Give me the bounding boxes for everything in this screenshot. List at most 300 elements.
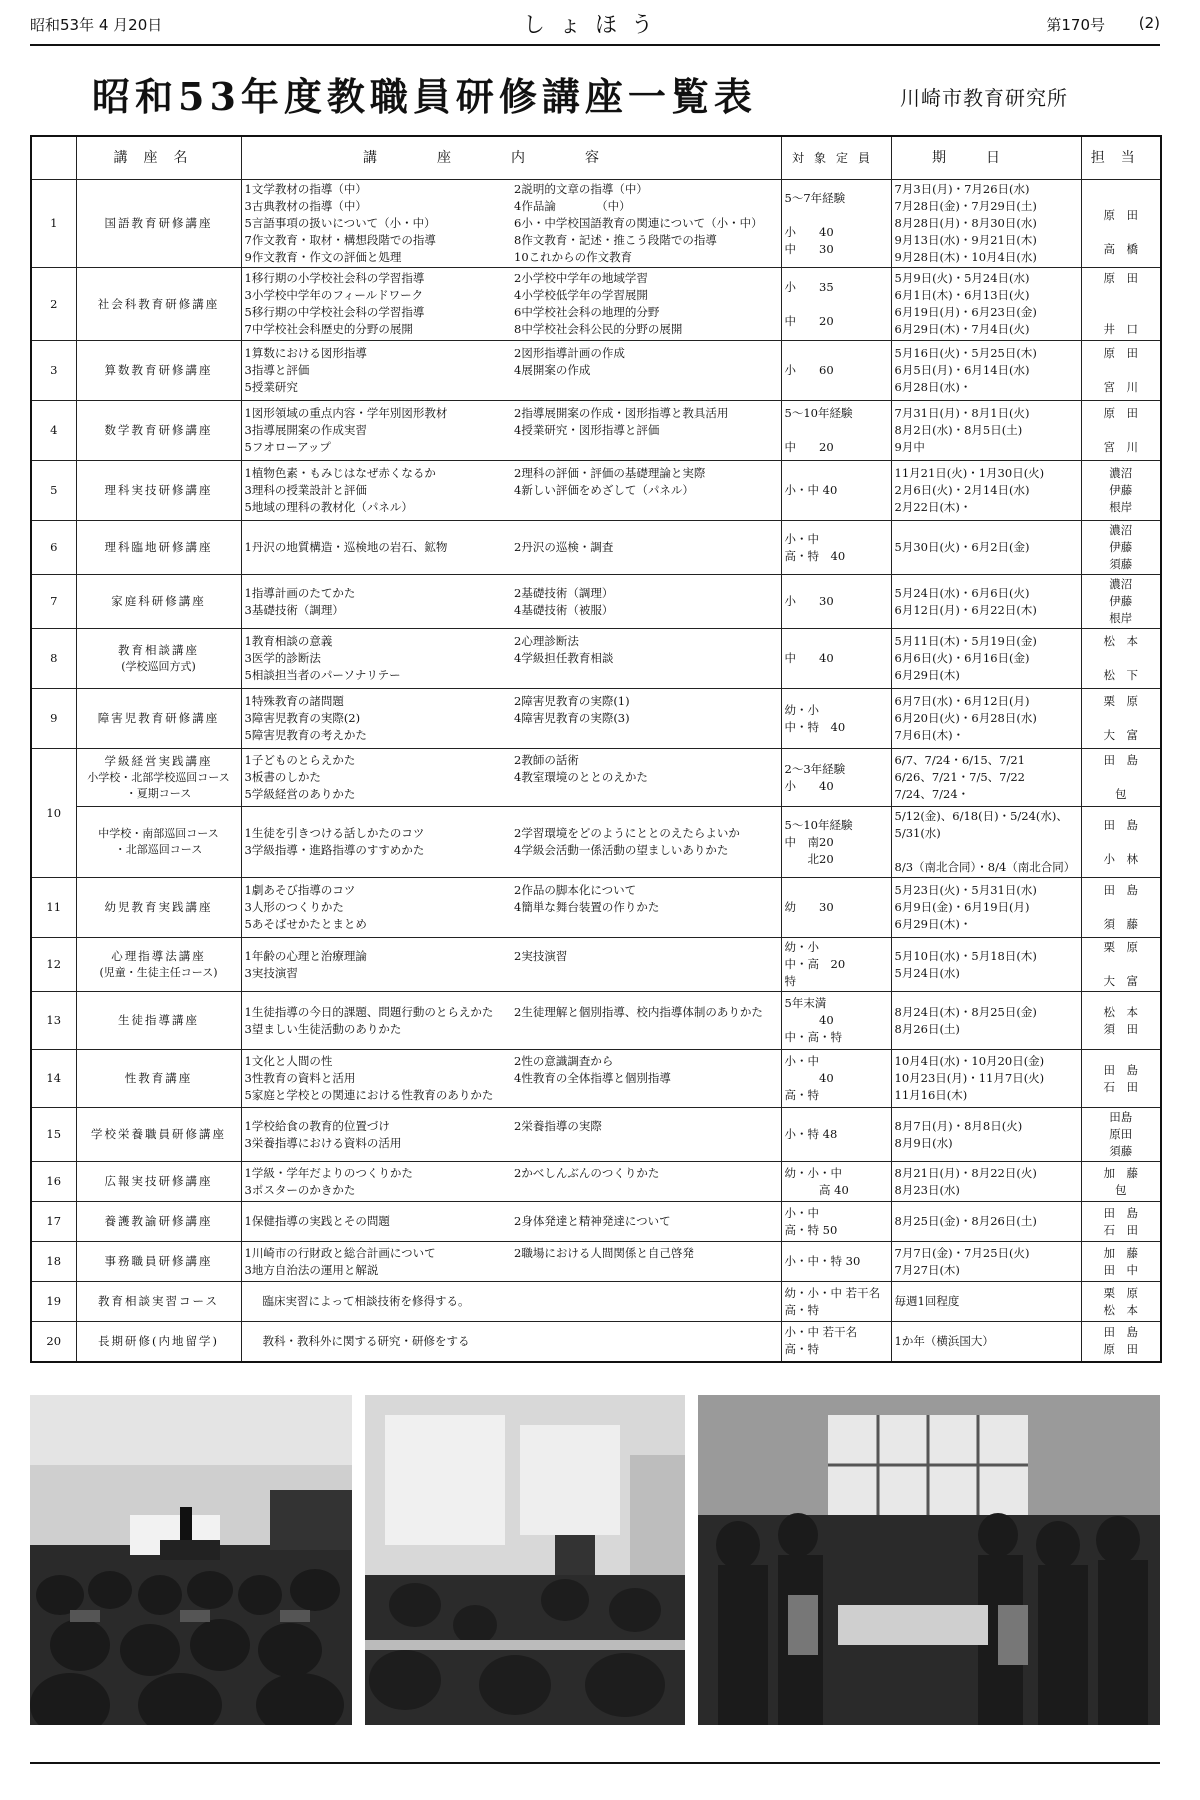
course-name-text: 障害児教育研修講座 bbox=[97, 711, 220, 725]
course-staff: 松 本 松 下 bbox=[1081, 629, 1161, 689]
course-target: 幼・小・中 若干名 高・特 bbox=[781, 1282, 891, 1322]
content-item: 3地方自治法の運用と解説 bbox=[244, 1262, 379, 1277]
course-target: 5～10年経験 中 20 bbox=[781, 401, 891, 461]
course-dates: 5月10日(水)・5月18日(木) 5月24日(水) bbox=[891, 938, 1081, 992]
course-dates: 5/12(金)、6/18(日)・5/24(水)、5/31(水) 8/3（南北合同）・8/4（南北合同） bbox=[891, 807, 1081, 878]
content-item: 2指導展開案の作成・図形指導と教具活用 bbox=[514, 406, 729, 420]
content-item: 1学級・学年だよりのつくりかた bbox=[244, 1165, 413, 1180]
content-item: 3指導と評価 bbox=[244, 363, 310, 377]
content-item: 4教室環境のととのえかた bbox=[514, 770, 648, 784]
course-dates: 8月24日(木)・8月25日(金) 8月26日(土) bbox=[891, 992, 1081, 1050]
content-list bbox=[245, 752, 778, 803]
content-item: 2職場における人間関係と自己啓発 bbox=[514, 1245, 694, 1260]
course-staff: 田 島 須 藤 bbox=[1081, 878, 1161, 938]
content-item: 2図形指導計画の作成 bbox=[514, 346, 625, 360]
lecture-photo-2-image bbox=[365, 1395, 685, 1725]
header-paper-name: しょほう bbox=[522, 13, 667, 38]
header-rule bbox=[30, 44, 1160, 46]
course-target: 2～3年経験 小 40 bbox=[781, 749, 891, 807]
header-page: (2) bbox=[1138, 14, 1160, 32]
lecture-photo-1 bbox=[30, 1395, 352, 1725]
course-staff: 田 島 石 田 bbox=[1081, 1050, 1161, 1108]
table-row bbox=[31, 1282, 1161, 1322]
content-item: 5言語事項の扱いについて（小・中） bbox=[244, 216, 436, 230]
course-name bbox=[76, 878, 241, 938]
course-content bbox=[241, 629, 781, 689]
content-item: 3理科の授業設計と評価 bbox=[244, 483, 367, 497]
content-item: 4小学校低学年の学習展開 bbox=[514, 288, 648, 302]
course-content bbox=[241, 992, 781, 1050]
course-subtitle: 中学校・南部巡回コース ・北部巡回コース bbox=[98, 827, 219, 856]
course-number: 11 bbox=[31, 878, 76, 938]
course-number: 4 bbox=[31, 401, 76, 461]
col-no-header bbox=[31, 136, 76, 180]
header-issue: 第170号 bbox=[1046, 16, 1105, 34]
course-number: 12 bbox=[31, 938, 76, 992]
col-name-header: 講座名 bbox=[76, 136, 241, 180]
content-item bbox=[514, 1262, 778, 1279]
table-row bbox=[31, 689, 1161, 749]
content-item: 2心理診断法 bbox=[514, 634, 579, 648]
course-name bbox=[76, 1242, 241, 1282]
course-name-text: 事務職員研修講座 bbox=[104, 1254, 213, 1268]
content-list bbox=[245, 1213, 778, 1230]
course-target: 5～10年経験 中 南20 北20 bbox=[781, 807, 891, 878]
course-staff: 濃沼 伊藤 須藤 bbox=[1081, 521, 1161, 575]
content-item: 1植物色素・もみじはなぜ赤くなるか bbox=[244, 466, 436, 480]
course-name bbox=[76, 1322, 241, 1362]
course-name bbox=[76, 1108, 241, 1162]
lecture-photo-1-image bbox=[30, 1395, 352, 1725]
course-content bbox=[241, 575, 781, 629]
course-name-text: 広報実技研修講座 bbox=[104, 1174, 213, 1188]
course-target: 小 60 bbox=[781, 341, 891, 401]
content-item: 3学級指導・進路指導のすすめかた bbox=[244, 843, 425, 857]
col-staff-header: 担当 bbox=[1081, 136, 1161, 180]
course-name bbox=[76, 1050, 241, 1108]
course-dates: 6月7日(水)・6月12日(月) 6月20日(火)・6月28日(水) 7月6日(木)・ bbox=[891, 689, 1081, 749]
course-staff: 原 田 高 橋 bbox=[1081, 180, 1161, 268]
course-target: 小・中・特 30 bbox=[781, 1242, 891, 1282]
course-name-text: 数学教育研修講座 bbox=[104, 423, 213, 437]
course-number: 6 bbox=[31, 521, 76, 575]
course-name-text: 社会科教育研修講座 bbox=[97, 296, 220, 311]
content-list bbox=[245, 1053, 778, 1104]
course-target: 小 30 bbox=[781, 575, 891, 629]
content-list bbox=[245, 825, 778, 859]
table-row bbox=[31, 938, 1161, 992]
content-item bbox=[514, 1087, 778, 1104]
course-dates: 10月4日(水)・10月20日(金) 10月23日(月)・11月7日(火) 11月16日(木) bbox=[891, 1050, 1081, 1108]
content-item: 5あそばせかたとまとめ bbox=[244, 917, 367, 931]
course-dates: 8月25日(金)・8月26日(土) bbox=[891, 1202, 1081, 1242]
content-item: 1川崎市の行財政と総合計画について bbox=[244, 1245, 436, 1260]
course-content bbox=[241, 1202, 781, 1242]
course-number: 17 bbox=[31, 1202, 76, 1242]
course-number: 7 bbox=[31, 575, 76, 629]
content-item: 3小学校中学年のフィールドワーク bbox=[244, 288, 424, 302]
table-row bbox=[31, 992, 1161, 1050]
content-item: 1劇あそび指導のコツ bbox=[244, 883, 356, 897]
course-name-text: 心理指導法講座 bbox=[111, 949, 206, 963]
content-item: 2作品の脚本化について bbox=[514, 883, 637, 897]
content-item: 8中学校社会科公民的分野の展開 bbox=[514, 322, 683, 336]
content-item: 2学習環境をどのようにととのえたらよいか bbox=[514, 826, 740, 840]
content-list bbox=[245, 465, 778, 516]
course-number: 1 bbox=[31, 180, 76, 268]
course-name-text: 家庭科研修講座 bbox=[111, 594, 206, 608]
content-item: 2実技演習 bbox=[514, 948, 568, 963]
course-name bbox=[76, 749, 241, 807]
course-name bbox=[76, 807, 241, 878]
course-content bbox=[241, 1162, 781, 1202]
content-item: 4展開案の作成 bbox=[514, 363, 591, 377]
course-dates: 7月7日(金)・7月25日(火) 7月27日(木) bbox=[891, 1242, 1081, 1282]
course-dates: 1か年（横浜国大） bbox=[891, 1322, 1081, 1362]
course-staff: 栗 原 松 本 bbox=[1081, 1282, 1161, 1322]
content-item: 3古典教材の指導（中） bbox=[244, 199, 367, 213]
content-item: 2小学校中学年の地域学習 bbox=[514, 271, 648, 285]
course-target: 小・中 40 bbox=[781, 461, 891, 521]
table-row bbox=[31, 521, 1161, 575]
course-staff: 加 藤 田 中 bbox=[1081, 1242, 1161, 1282]
course-staff: 栗 原 大 富 bbox=[1081, 689, 1161, 749]
content-item: 5授業研究 bbox=[244, 380, 298, 394]
course-name-text: 理科実技研修講座 bbox=[104, 483, 213, 497]
content-item: 1文学教材の指導（中） bbox=[244, 182, 367, 196]
content-item: 2基礎技術（調理） bbox=[514, 585, 614, 600]
content-item bbox=[514, 439, 778, 456]
content-item: 6中学校社会科の地理的分野 bbox=[514, 305, 660, 319]
course-name bbox=[76, 268, 241, 341]
content-item bbox=[514, 727, 778, 744]
course-target: 5年末満 40 中・高・特 bbox=[781, 992, 891, 1050]
content-item: 8作文教育・記述・推こう段階での指導 bbox=[514, 233, 717, 247]
content-item: 2栄養指導の実際 bbox=[514, 1118, 602, 1133]
course-number: 19 bbox=[31, 1282, 76, 1322]
content-item: 9作文教育・作文の評価と処理 bbox=[244, 250, 402, 264]
lecture-photo-3 bbox=[698, 1395, 1160, 1725]
course-number: 3 bbox=[31, 341, 76, 401]
content-item: 3栄養指導における資料の活用 bbox=[244, 1135, 402, 1150]
course-name-text: 国語教育研修講座 bbox=[104, 216, 213, 230]
course-content bbox=[241, 521, 781, 575]
course-name bbox=[76, 689, 241, 749]
course-name-text: 学校栄養職員研修講座 bbox=[91, 1127, 226, 1141]
content-item: 5家庭と学校との関連における性教育のありかた bbox=[244, 1088, 494, 1102]
content-item: 1年齢の心理と治療理論 bbox=[244, 948, 367, 963]
course-name-text: 教育相談講座 bbox=[118, 643, 199, 657]
content-list bbox=[245, 948, 778, 982]
content-item bbox=[514, 1021, 778, 1038]
course-dates: 毎週1回程度 bbox=[891, 1282, 1081, 1322]
course-staff: 原 田 宮 川 bbox=[1081, 341, 1161, 401]
course-staff: 原 田 宮 川 bbox=[1081, 401, 1161, 461]
course-name-text: 算数教育研修講座 bbox=[104, 363, 213, 377]
course-staff: 田 島 小 林 bbox=[1081, 807, 1161, 878]
table-row bbox=[31, 401, 1161, 461]
content-item: 3人形のつくりかた bbox=[244, 900, 344, 914]
content-item: 4障害児教育の実際(3) bbox=[514, 711, 630, 725]
course-dates: 5月9日(火)・5月24日(水) 6月1日(木)・6月13日(火) 6月19日(月)・6月23日(金) 6月29日(木)・7月4日(火) bbox=[891, 268, 1081, 341]
course-name-text: 生徒指導講座 bbox=[118, 1013, 199, 1027]
table-row bbox=[31, 807, 1161, 878]
course-name bbox=[76, 1162, 241, 1202]
course-content bbox=[241, 1242, 781, 1282]
content-list bbox=[245, 1165, 778, 1199]
table-row bbox=[31, 461, 1161, 521]
content-item: 3望ましい生徒活動のありかた bbox=[244, 1021, 402, 1036]
course-number: 16 bbox=[31, 1162, 76, 1202]
course-number: 20 bbox=[31, 1322, 76, 1362]
course-content bbox=[241, 268, 781, 341]
content-list bbox=[245, 1293, 778, 1310]
content-item: 5学級経営のありかた bbox=[244, 787, 356, 801]
course-target: 幼・小 中・特 40 bbox=[781, 689, 891, 749]
table-row bbox=[31, 575, 1161, 629]
content-item: 1特殊教育の諸問題 bbox=[244, 694, 344, 708]
content-item: 2生徒理解と個別指導、校内指導体制のありかた bbox=[514, 1004, 763, 1019]
course-content bbox=[241, 689, 781, 749]
content-item bbox=[514, 667, 778, 684]
course-staff: 濃沼 伊藤 根岸 bbox=[1081, 461, 1161, 521]
course-number: 10 bbox=[31, 749, 76, 878]
course-content bbox=[241, 1108, 781, 1162]
content-item: 1生徒指導の今日的課題、問題行動のとらえかた bbox=[244, 1004, 494, 1019]
table-row bbox=[31, 629, 1161, 689]
course-dates: 5月23日(火)・5月31日(水) 6月9日(金)・6月19日(月) 6月29日(木)・ bbox=[891, 878, 1081, 938]
course-name bbox=[76, 180, 241, 268]
course-name bbox=[76, 1282, 241, 1322]
course-number: 18 bbox=[31, 1242, 76, 1282]
content-item: 3医学的診断法 bbox=[244, 651, 321, 665]
content-item: 5フオローアップ bbox=[244, 440, 331, 454]
organization: 川崎市教育研究所 bbox=[900, 86, 1068, 110]
content-item: 10これからの作文教育 bbox=[514, 250, 633, 264]
content-item: 1図形領域の重点内容・学年別図形教材 bbox=[244, 406, 448, 420]
course-name-text: 幼児教育実践講座 bbox=[104, 900, 213, 914]
content-item: 4学級会活動一係活動の望ましいありかた bbox=[514, 843, 729, 857]
content-item: 5移行期の中学校社会科の学習指導 bbox=[244, 305, 425, 319]
course-dates: 11月21日(火)・1月30日(火) 2月6日(火)・2月14日(水) 2月22日(木)・ bbox=[891, 461, 1081, 521]
course-content bbox=[241, 401, 781, 461]
page-title: 昭和53年度教職員研修講座一覧表 bbox=[92, 74, 757, 119]
content-list bbox=[245, 345, 778, 396]
course-content bbox=[241, 180, 781, 268]
content-list bbox=[245, 1004, 778, 1038]
content-list bbox=[245, 1333, 778, 1350]
content-item: 3ポスターのかきかた bbox=[244, 1182, 356, 1197]
content-list bbox=[245, 693, 778, 744]
content-item: 2理科の評価・評価の基礎理論と実際 bbox=[514, 466, 706, 480]
content-item: 1保健指導の実践とその問題 bbox=[244, 1214, 390, 1228]
course-staff: 松 本 須 田 bbox=[1081, 992, 1161, 1050]
content-item: 2性の意識調査から bbox=[514, 1054, 614, 1068]
content-item bbox=[514, 1135, 778, 1152]
course-dates: 5月30日(火)・6月2日(金) bbox=[891, 521, 1081, 575]
course-staff: 田島 原田 須藤 bbox=[1081, 1108, 1161, 1162]
course-table bbox=[30, 135, 1162, 1363]
table-row bbox=[31, 268, 1161, 341]
course-number: 5 bbox=[31, 461, 76, 521]
content-item bbox=[514, 916, 778, 933]
content-item bbox=[514, 1182, 778, 1199]
course-content bbox=[241, 461, 781, 521]
content-item: 2丹沢の巡検・調査 bbox=[514, 540, 614, 554]
course-staff: 田 島 石 田 bbox=[1081, 1202, 1161, 1242]
content-item: 4新しい評価をめざして（パネル） bbox=[514, 483, 694, 497]
course-staff: 田 島 包 bbox=[1081, 749, 1161, 807]
content-item: 2説明的文章の指導（中） bbox=[514, 182, 648, 196]
table-row bbox=[31, 180, 1161, 268]
content-list bbox=[245, 1245, 778, 1279]
content-item: 2障害児教育の実際(1) bbox=[514, 694, 630, 708]
course-name-text: 教育相談実習コース bbox=[98, 1294, 219, 1308]
course-content bbox=[241, 878, 781, 938]
course-name bbox=[76, 461, 241, 521]
course-number: 15 bbox=[31, 1108, 76, 1162]
course-subtitle: (児童・生徒主任コース) bbox=[99, 966, 218, 979]
course-dates: 5月16日(火)・5月25日(木) 6月5日(月)・6月14日(水) 6月28日(水)・ bbox=[891, 341, 1081, 401]
content-item: 1丹沢の地質構造・巡検地の岩石、鉱物 bbox=[244, 540, 448, 554]
content-item bbox=[514, 965, 778, 982]
content-item: 教科・教科外に関する研究・研修をする bbox=[262, 1333, 470, 1348]
course-staff: 田 島 原 田 bbox=[1081, 1322, 1161, 1362]
course-content bbox=[241, 1282, 781, 1322]
course-content bbox=[241, 1322, 781, 1362]
course-target: 小 35 中 20 bbox=[781, 268, 891, 341]
course-number: 14 bbox=[31, 1050, 76, 1108]
course-target: 幼・小 中・高 20 特 bbox=[781, 938, 891, 992]
course-dates: 7月31日(月)・8月1日(火) 8月2日(水)・8月5日(土) 9月中 bbox=[891, 401, 1081, 461]
content-item: 3指導展開案の作成実習 bbox=[244, 423, 367, 437]
content-list bbox=[245, 585, 778, 619]
content-item: 4基礎技術（被服） bbox=[514, 602, 614, 617]
table-row bbox=[31, 1162, 1161, 1202]
course-dates: 8月21日(月)・8月22日(火) 8月23日(水) bbox=[891, 1162, 1081, 1202]
content-list bbox=[245, 270, 778, 338]
course-staff: 原 田 井 口 bbox=[1081, 268, 1161, 341]
course-target: 小・中 高・特 40 bbox=[781, 521, 891, 575]
course-target: 中 40 bbox=[781, 629, 891, 689]
content-list bbox=[245, 405, 778, 456]
content-list bbox=[245, 539, 778, 556]
content-item: 3障害児教育の実際(2) bbox=[244, 711, 361, 725]
table-row bbox=[31, 878, 1161, 938]
course-content bbox=[241, 807, 781, 878]
photo-strip bbox=[30, 1395, 1160, 1725]
course-target: 小・中 40 高・特 bbox=[781, 1050, 891, 1108]
lecture-photo-3-image bbox=[698, 1395, 1160, 1725]
col-target-header: 対象定員 bbox=[781, 136, 891, 180]
course-content bbox=[241, 938, 781, 992]
table-row bbox=[31, 1322, 1161, 1362]
course-staff: 濃沼 伊藤 根岸 bbox=[1081, 575, 1161, 629]
course-target: 幼・小・中 高 40 bbox=[781, 1162, 891, 1202]
course-name-text: 養護教諭研修講座 bbox=[104, 1214, 213, 1228]
course-name bbox=[76, 521, 241, 575]
content-item: 1教育相談の意義 bbox=[244, 634, 333, 648]
course-target: 小・中 若干名 高・特 bbox=[781, 1322, 891, 1362]
content-item bbox=[514, 499, 778, 516]
content-item: 7中学校社会科歴史的分野の展開 bbox=[244, 322, 413, 336]
content-item: 1指導計画のたてかた bbox=[244, 585, 356, 600]
content-item: 1移行期の小学校社会科の学習指導 bbox=[244, 271, 425, 285]
content-item: 5地域の理科の教材化（パネル） bbox=[244, 500, 413, 514]
content-item: 4授業研究・図形指導と評価 bbox=[514, 423, 660, 437]
course-target: 幼 30 bbox=[781, 878, 891, 938]
course-dates: 8月7日(月)・8月8日(火) 8月9日(水) bbox=[891, 1108, 1081, 1162]
content-item: 3基礎技術（調理） bbox=[244, 602, 344, 617]
content-item: 4学級担任教育相談 bbox=[514, 651, 614, 665]
course-staff: 栗 原 大 富 bbox=[1081, 938, 1161, 992]
course-name bbox=[76, 575, 241, 629]
content-item: 3実技演習 bbox=[244, 965, 298, 980]
course-content bbox=[241, 749, 781, 807]
table-row bbox=[31, 1050, 1161, 1108]
course-name bbox=[76, 938, 241, 992]
course-subtitle: 小学校・北部学校巡回コース ・夏期コース bbox=[87, 771, 230, 800]
content-item: 3板書のしかた bbox=[244, 770, 321, 784]
course-name bbox=[76, 1202, 241, 1242]
course-number: 9 bbox=[31, 689, 76, 749]
content-item: 1算数における図形指導 bbox=[244, 346, 367, 360]
content-list bbox=[245, 1118, 778, 1152]
content-item: 1子どものとらえかた bbox=[244, 753, 356, 767]
course-dates: 7月3日(月)・7月26日(水) 7月28日(金)・7月29日(土) 8月28日(月)・8月30日(水) 9月13日(水)・9月21日(木) 9月28日(木)・10月4日(水) bbox=[891, 180, 1081, 268]
course-number: 8 bbox=[31, 629, 76, 689]
table-row bbox=[31, 341, 1161, 401]
content-item: 7作文教育・取材・構想段階での指導 bbox=[244, 233, 436, 247]
content-list bbox=[245, 882, 778, 933]
content-item: 2教師の話術 bbox=[514, 753, 579, 767]
course-number: 13 bbox=[31, 992, 76, 1050]
content-item: 5相談担当者のパーソナリテー bbox=[244, 668, 401, 682]
table-row bbox=[31, 749, 1161, 807]
course-name-text: 学級経営実践講座 bbox=[104, 754, 213, 768]
course-target: 小・特 48 bbox=[781, 1108, 891, 1162]
course-name bbox=[76, 401, 241, 461]
course-subtitle: (学校巡回方式) bbox=[121, 660, 196, 673]
content-item: 4作品論 （中） bbox=[514, 199, 631, 213]
content-item: 6小・中学校国語教育の関連について（小・中） bbox=[514, 216, 763, 230]
content-item: 2かべしんぶんのつくりかた bbox=[514, 1165, 660, 1180]
course-content bbox=[241, 341, 781, 401]
table-row bbox=[31, 1202, 1161, 1242]
course-dates: 5月11日(木)・5月19日(金) 6月6日(火)・6月16日(金) 6月29日(木) bbox=[891, 629, 1081, 689]
col-content-header: 講座内容 bbox=[241, 136, 781, 180]
course-dates: 6/7、7/24・6/15、7/21 6/26、7/21・7/5、7/22 7/24、7/24・ bbox=[891, 749, 1081, 807]
course-name-text: 理科臨地研修講座 bbox=[104, 540, 213, 554]
page-header bbox=[30, 8, 1160, 42]
table-row bbox=[31, 1108, 1161, 1162]
content-item bbox=[514, 379, 778, 396]
content-list bbox=[245, 181, 778, 266]
course-name bbox=[76, 341, 241, 401]
course-staff: 加 藤 包 bbox=[1081, 1162, 1161, 1202]
content-item: 1文化と人間の性 bbox=[244, 1054, 333, 1068]
content-item: 3性教育の資料と活用 bbox=[244, 1071, 356, 1085]
course-target: 5～7年経験 小 40 中 30 bbox=[781, 180, 891, 268]
content-item: 4簡単な舞台装置の作りかた bbox=[514, 900, 660, 914]
header-date: 昭和53年 4 月20日 bbox=[30, 16, 163, 34]
table-row bbox=[31, 1242, 1161, 1282]
course-content bbox=[241, 1050, 781, 1108]
content-item: 1学校給食の教育的位置づけ bbox=[244, 1118, 390, 1133]
course-name bbox=[76, 992, 241, 1050]
col-date-header: 期日 bbox=[891, 136, 1081, 180]
footer-rule bbox=[30, 1762, 1160, 1764]
